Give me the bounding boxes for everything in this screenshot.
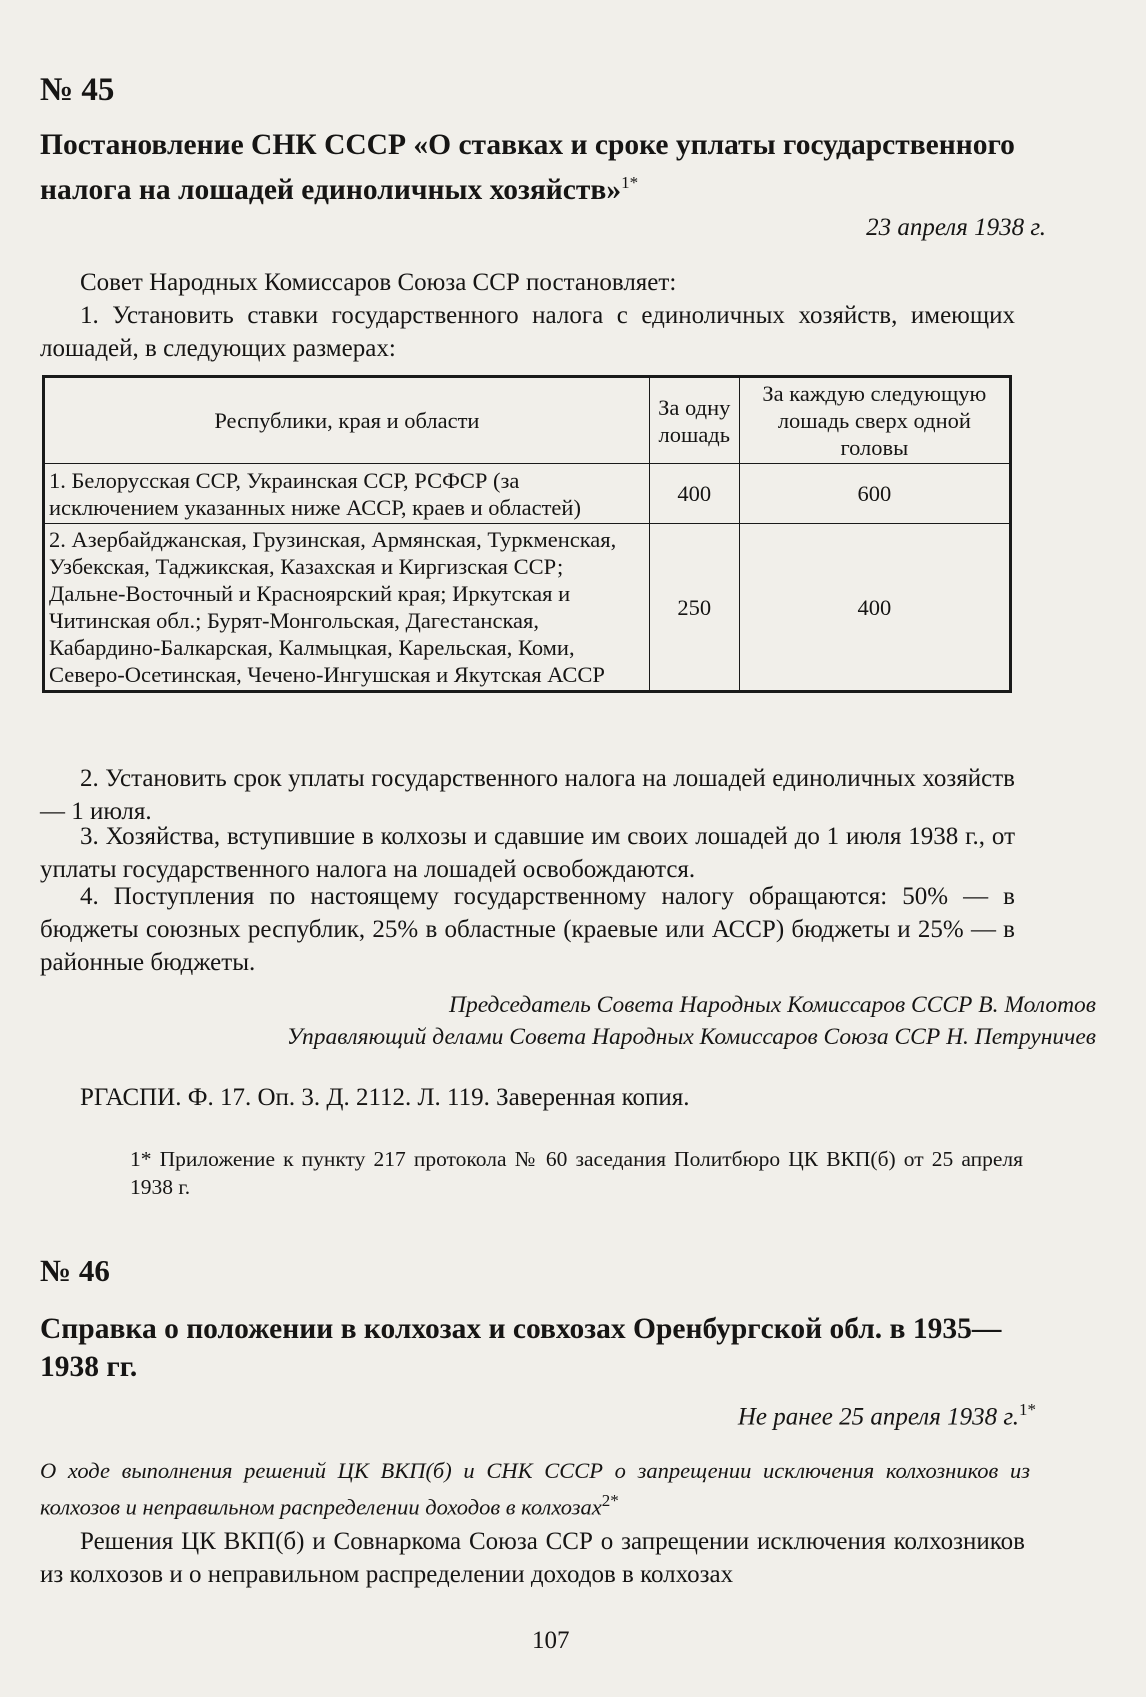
signature-chairman: Председатель Совета Народных Комиссаров СССР В. Молотов — [448, 992, 1096, 1018]
table-row — [44, 524, 1011, 692]
report-paragraph: Решения ЦК ВКП(б) и Совнаркома Союза ССР о запрещении исключения колхозников из колхозов и о неправильном распределении доходов в колхозах — [40, 1528, 1025, 1588]
table-header-one-horse: За одну лошадь — [649, 377, 739, 464]
document-title — [40, 126, 1050, 209]
table-cell-each-extra-horse: 400 — [739, 524, 1010, 692]
document-number: № 45 — [40, 72, 115, 108]
resolution-item-4: 4. Поступления по настоящему государственному налогу обращаются: 50% — в бюджеты союзных республик, 25% в областные (краевые или АССР) бюджеты и 25% — в районные бюджеты. — [40, 883, 1015, 976]
archive-reference: РГАСПИ. Ф. 17. Оп. 3. Д. 2112. Л. 119. Заверенная копия. — [80, 1084, 690, 1111]
page-number: 107 — [532, 1627, 570, 1654]
resolution-item-3: 3. Хозяйства, вступившие в колхозы и сдавшие им своих лошадей до 1 июля 1938 г., от уплаты государственного налога на лошадей освобождаются. — [40, 823, 1015, 883]
document-date — [738, 1400, 1036, 1431]
table-cell-one-horse: 400 — [649, 464, 739, 524]
document-date: 23 апреля 1938 г. — [866, 214, 1046, 241]
table-cell-region: 2. Азербайджанская, Грузинская, Армянская, Туркменская, Узбекская, Таджикская, Казахская и Киргизская ССР; Дальне-Восточный и Красноярский края; Иркутская и Читинская обл.; Бурят-Монгольская, Дагестанская, Кабардино-Балкарская, Калмыцкая, Карельская, Коми, Северо-Осетинская, Чечено-Ингушская и Якутская АССР — [44, 524, 650, 692]
resolution-item-1: 1. Установить ставки государственного налога с единоличных хозяйств, имеющих лошадей, в следующих размерах: — [40, 302, 1015, 362]
table-row — [44, 464, 1011, 524]
table-cell-one-horse: 250 — [649, 524, 739, 692]
resolution-intro: Совет Народных Комиссаров Союза ССР постановляет: — [80, 269, 677, 296]
table-cell-each-extra-horse: 600 — [739, 464, 1010, 524]
document-title: Справка о положении в колхозах и совхозах Оренбургской обл. в 1935—1938 гг. — [40, 1313, 1002, 1383]
document-date-text: Не ранее 25 апреля 1938 г. — [737, 1403, 1019, 1431]
section-subheading-text: О ходе выполнения решений ЦК ВКП(б) и СНК СССР о запрещении исключения колхозников из колхозов и неправильном распределении доходов в колхозах — [40, 1458, 1030, 1520]
table-header-region: Республики, края и области — [44, 377, 650, 464]
footnote-marker: 1* — [621, 173, 639, 192]
table-header-each-extra-horse: За каждую следующую лошадь сверх одной головы — [739, 377, 1010, 464]
footnote-marker: 2* — [601, 1491, 619, 1510]
tax-rates-table — [42, 375, 1012, 693]
footnote: 1* Приложение к пункту 217 протокола № 60 заседания Политбюро ЦК ВКП(б) от 25 апреля 1938 г. — [130, 1147, 1023, 1199]
footnote-marker: 1* — [1019, 1400, 1036, 1419]
document-title-text: Постановление СНК СССР «О ставках и сроке уплаты государственного налога на лошадей единоличных хозяйств» — [40, 129, 1015, 206]
section-subheading — [40, 1456, 1030, 1523]
table-cell-region: 1. Белорусская ССР, Украинская ССР, РСФСР (за исключением указанных ниже АССР, краев и областей) — [44, 464, 650, 524]
signature-manager: Управляющий делами Совета Народных Комиссаров Союза ССР Н. Петруничев — [286, 1024, 1096, 1050]
resolution-item-2: 2. Установить срок уплаты государственного налога на лошадей единоличных хозяйств — 1 июля. — [40, 765, 1015, 825]
document-number: № 46 — [40, 1253, 110, 1288]
